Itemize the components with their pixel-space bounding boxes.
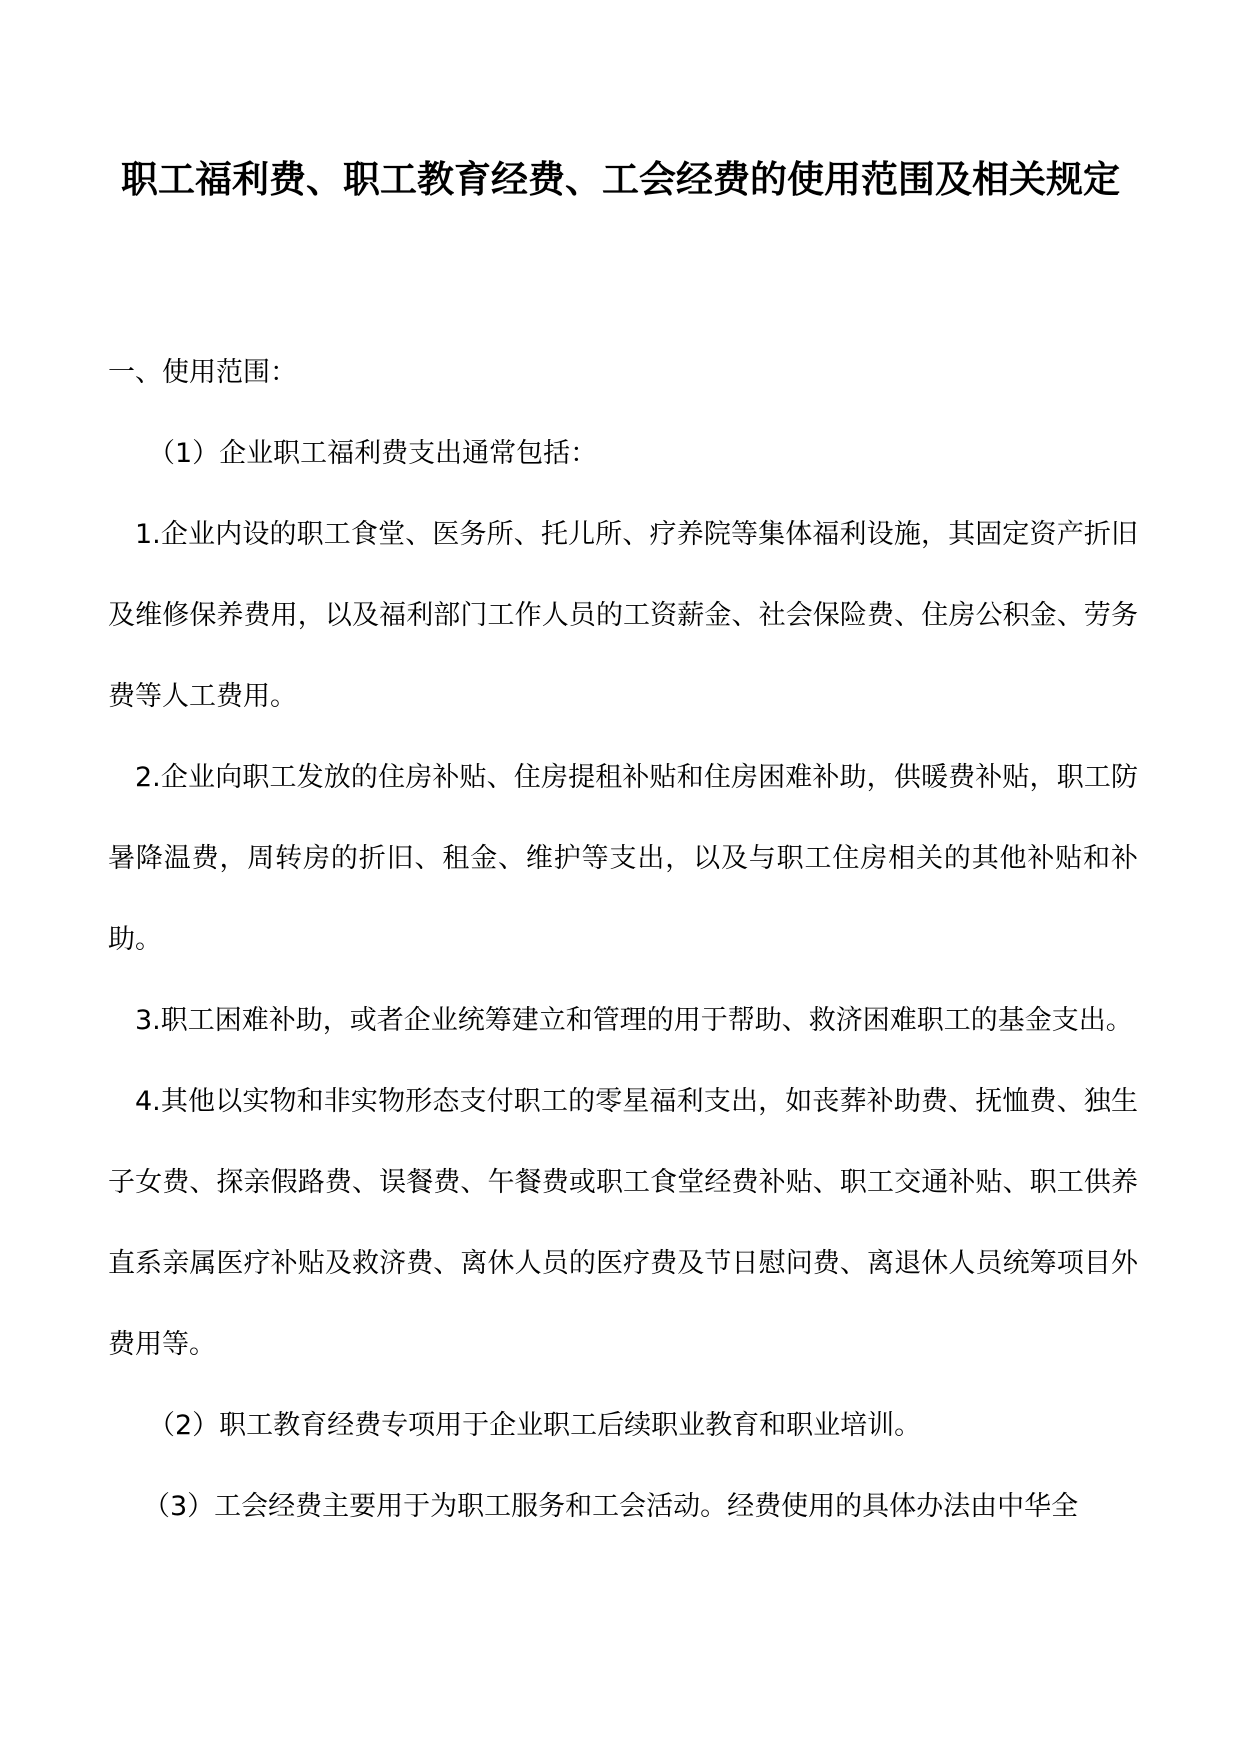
paragraph-item-3: 3.职工困难补助，或者企业统筹建立和管理的用于帮助、救济困难职工的基金支出。: [135, 1005, 1133, 1036]
paragraph-item-1: 1.企业内设的职工食堂、医务所、托儿所、疗养院等集体福利设施，其固定资产折旧及维修保养费用，以及福利部门工作人员的工资薪金、社会保险费、住房公积金、劳务费等人工费用。: [108, 519, 1138, 712]
paragraph-item-2: 2.企业向职工发放的住房补贴、住房提租补贴和住房困难补助，供暖费补贴，职工防暑降温费，周转房的折旧、租金、维护等支出，以及与职工住房相关的其他补贴和补助。: [108, 762, 1138, 955]
section-heading: 一、使用范围：: [108, 357, 297, 388]
document-body: [108, 332, 1138, 1547]
paragraph-union-fund: （3）工会经费主要用于为职工服务和工会活动。经费使用的具体办法由中华全: [143, 1491, 1079, 1522]
paragraph-education-fund: （2）职工教育经费专项用于企业职工后续职业教育和职业培训。: [148, 1410, 922, 1441]
paragraph-welfare-intro: （1）企业职工福利费支出通常包括：: [148, 438, 598, 469]
paragraph-item-4: 4.其他以实物和非实物形态支付职工的零星福利支出，如丧葬补助费、抚恤费、独生子女费、探亲假路费、误餐费、午餐费或职工食堂经费补贴、职工交通补贴、职工供养直系亲属医疗补贴及救济费、离休人员的医疗费及节日慰问费、离退休人员统筹项目外费用等。: [108, 1086, 1138, 1360]
document-title: 职工福利费、职工教育经费、工会经费的使用范围及相关规定: [121, 158, 1120, 201]
